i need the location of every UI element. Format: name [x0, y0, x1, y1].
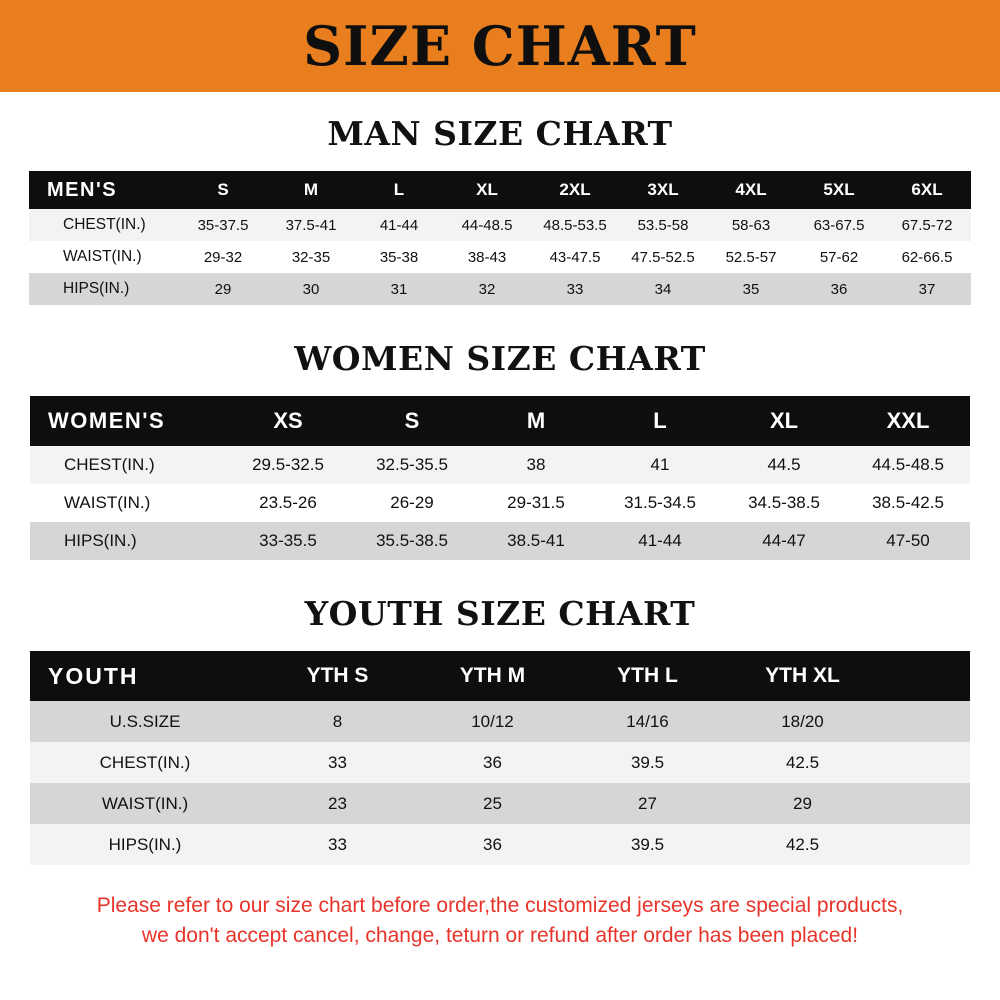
cell: 33-35.5 [259, 531, 317, 550]
cell: 35-38 [379, 248, 419, 266]
table-row [30, 742, 970, 783]
women-column-header: L [653, 408, 667, 433]
cell: 48.5-53.5 [543, 216, 607, 234]
table-row [30, 783, 970, 824]
women-column-header: M [526, 408, 546, 433]
women-column-header: XXL [886, 408, 930, 433]
youth-column-header: YTH L [617, 664, 678, 687]
cell: 32-35 [291, 248, 331, 266]
men-column-header: 3XL [647, 180, 679, 199]
footer-note [18, 891, 982, 952]
women-column-header: XS [273, 408, 303, 433]
table-row [30, 824, 970, 865]
cell: 57-62 [819, 248, 859, 266]
table-row [29, 273, 971, 305]
cell-spacer [880, 824, 970, 865]
women-column-header: S [404, 408, 420, 433]
cell: 29 [793, 793, 812, 813]
cell: 30 [302, 280, 320, 298]
youth-size-table [30, 651, 970, 865]
women-column-header: XL [769, 408, 799, 433]
table-row [30, 522, 970, 560]
footer-note-line-2: we don't accept cancel, change, teturn or refund after order has been placed! [141, 924, 859, 948]
cell: 23 [328, 793, 347, 813]
cell: 33 [328, 752, 347, 772]
cell: 36 [483, 752, 502, 772]
cell: 35 [742, 280, 760, 298]
youth-column-header: YTH XL [765, 664, 840, 687]
cell: 31 [390, 280, 408, 298]
cell: 38.5-41 [507, 531, 565, 550]
men-column-header: XL [476, 180, 498, 199]
cell: 37 [918, 280, 936, 298]
youth-header-spacer [880, 651, 970, 701]
cell: 29.5-32.5 [252, 455, 324, 474]
cell: 43-47.5 [549, 248, 601, 266]
cell: 38.5-42.5 [872, 493, 944, 512]
cell-spacer [880, 701, 970, 742]
cell: 8 [332, 711, 343, 731]
cell: 35-37.5 [197, 216, 249, 234]
row-label: WAIST(IN.) [64, 493, 151, 512]
men-column-header: 5XL [823, 180, 855, 199]
cell: 44-47 [762, 531, 806, 550]
cell: 39.5 [630, 752, 665, 772]
cell: 36 [830, 280, 848, 298]
men-column-header: 6XL [911, 180, 943, 199]
table-row [30, 446, 970, 484]
women-size-table [30, 396, 970, 560]
cell: 35.5-38.5 [376, 531, 448, 550]
men-column-header: L [393, 180, 405, 199]
cell-spacer [880, 783, 970, 824]
table-row [29, 209, 971, 241]
cell: 23.5-26 [259, 493, 317, 512]
cell: 33 [328, 834, 347, 854]
row-label: HIPS(IN.) [64, 531, 137, 550]
cell: 14/16 [626, 711, 669, 731]
cell: 39.5 [630, 834, 665, 854]
cell: 44.5-48.5 [872, 455, 944, 474]
cell-spacer [880, 742, 970, 783]
row-label: HIPS(IN.) [63, 280, 130, 297]
row-label: HIPS(IN.) [108, 834, 182, 854]
row-label: CHEST(IN.) [99, 752, 191, 772]
row-label: WAIST(IN.) [101, 793, 189, 813]
cell: 31.5-34.5 [624, 493, 696, 512]
men-column-header: M [303, 180, 319, 199]
cell: 67.5-72 [901, 216, 953, 234]
row-label: U.S.SIZE [109, 711, 181, 731]
row-label: CHEST(IN.) [64, 455, 155, 474]
cell: 63-67.5 [813, 216, 865, 234]
men-size-table [29, 171, 971, 305]
men-column-header: 2XL [559, 180, 591, 199]
cell: 38 [526, 455, 546, 474]
cell: 42.5 [785, 834, 820, 854]
table-row [29, 241, 971, 273]
cell: 32 [478, 280, 496, 298]
women-header-row [30, 396, 970, 446]
cell: 32.5-35.5 [376, 455, 448, 474]
cell: 33 [566, 280, 584, 298]
cell: 36 [483, 834, 502, 854]
cell: 10/12 [471, 711, 514, 731]
row-label: CHEST(IN.) [63, 216, 146, 233]
men-header-label: MEN'S [47, 178, 118, 201]
cell: 47.5-52.5 [631, 248, 695, 266]
page-title: SIZE CHART [303, 14, 697, 78]
youth-header-row [30, 651, 970, 701]
youth-header-label: YOUTH [48, 662, 139, 689]
cell: 26-29 [390, 493, 434, 512]
cell: 42.5 [785, 752, 820, 772]
footer-note-line-1: Please refer to our size chart before order,the customized jerseys are special products, [96, 894, 904, 917]
cell: 44-48.5 [461, 216, 513, 234]
cell: 29-32 [203, 248, 243, 266]
men-column-header: S [217, 180, 229, 199]
cell: 41 [650, 455, 670, 474]
cell: 53.5-58 [637, 216, 689, 234]
women-section-title: WOMEN SIZE CHART [294, 339, 706, 378]
table-row [30, 701, 970, 742]
cell: 41-44 [638, 531, 682, 550]
cell: 38-43 [467, 248, 507, 266]
youth-section-title: YOUTH SIZE CHART [304, 594, 696, 633]
cell: 37.5-41 [285, 216, 337, 234]
row-label: WAIST(IN.) [63, 248, 142, 265]
cell: 29-31.5 [507, 493, 565, 512]
cell: 44.5 [767, 455, 801, 474]
cell: 34 [654, 280, 672, 298]
cell: 52.5-57 [725, 248, 777, 266]
cell: 41-44 [379, 216, 419, 234]
youth-column-header: YTH S [306, 664, 369, 687]
cell: 34.5-38.5 [748, 493, 820, 512]
cell: 62-66.5 [901, 248, 953, 266]
cell: 27 [638, 793, 657, 813]
cell: 29 [214, 280, 232, 298]
men-column-header: 4XL [735, 180, 767, 199]
women-header-label: WOMEN'S [48, 408, 166, 433]
page-banner [0, 0, 1000, 92]
cell: 18/20 [781, 711, 824, 731]
man-section-title: MAN SIZE CHART [327, 114, 673, 153]
youth-column-header: YTH M [459, 664, 526, 687]
cell: 58-63 [731, 216, 771, 234]
table-row [30, 484, 970, 522]
cell: 47-50 [886, 531, 930, 550]
cell: 25 [483, 793, 502, 813]
men-header-row [29, 171, 971, 209]
